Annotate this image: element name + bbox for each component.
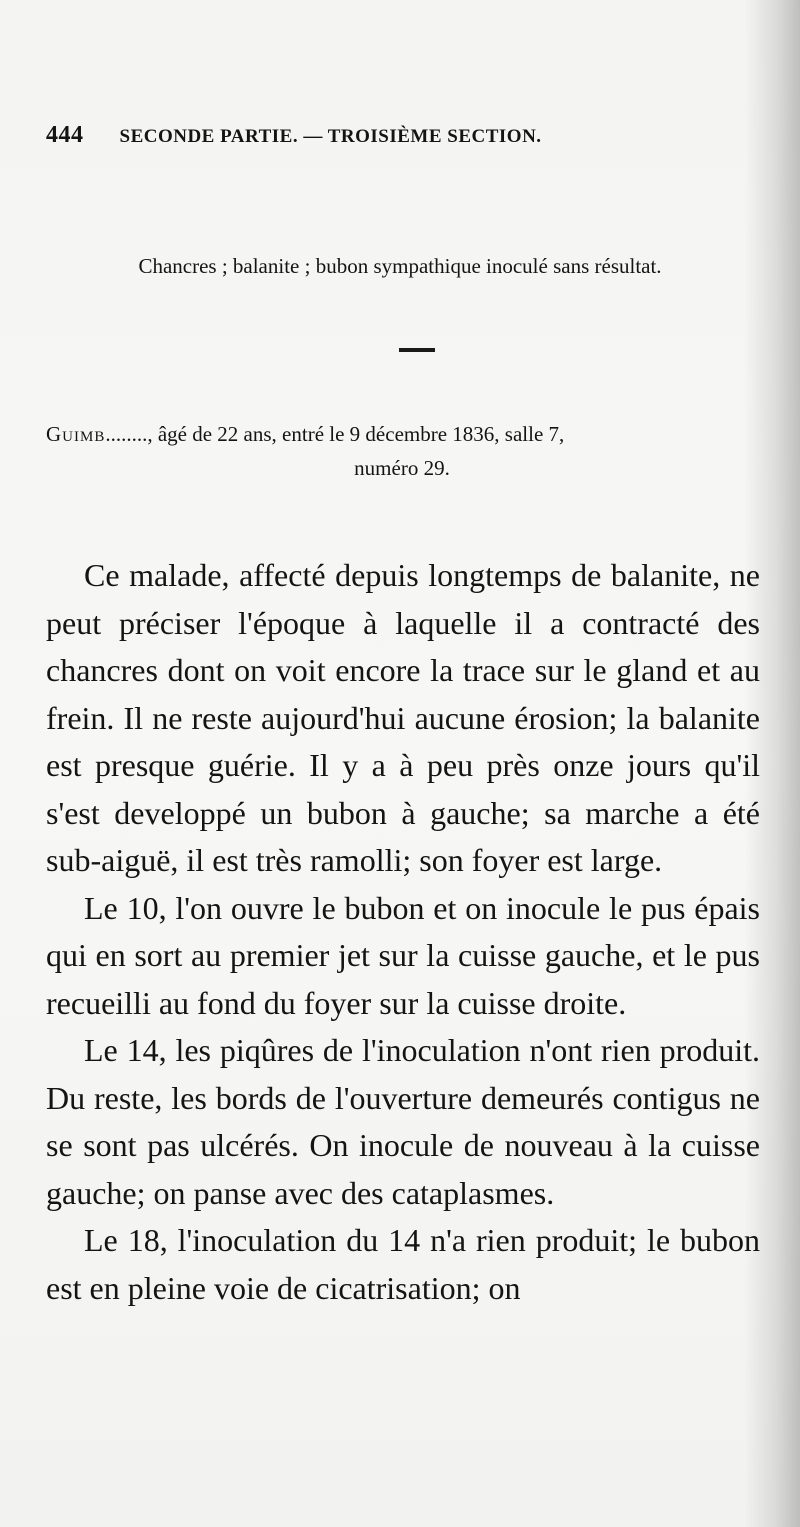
case-subtitle — [0, 254, 800, 279]
patient-name: Guimb — [46, 422, 106, 446]
case-number: numéro 29. — [354, 456, 450, 480]
case-narrative — [46, 552, 760, 1312]
paragraph: Ce malade, affecté depuis longtemps de balanite, ne peut préciser l'époque à laquelle il a contracté des chancres dont on voit encore la trace sur le gland et au frein. Il ne reste aujourd'hui aucune érosion; la balanite est presque guérie. Il y a à peu près onze jours qu'il s'est developpé un bubon à gauche; sa marche a été sub-aiguë, il est très ramolli; son foyer est large. — [46, 557, 760, 878]
case-heading — [46, 417, 758, 485]
paragraph: Le 10, l'on ouvre le bubon et on inocule le pus épais qui en sort au premier jet sur la cuisse gauche, et le pus recueilli au fond du foyer sur la cuisse droite. — [46, 889, 760, 1021]
paragraph: Le 18, l'inoculation du 14 n'a rien produit; le bubon est en pleine voie de cicatrisation; on — [46, 1222, 760, 1306]
case-subtitle-text: Chancres ; balanite ; bubon sympathique inoculé sans résultat. — [138, 254, 662, 278]
section-rule — [399, 348, 435, 352]
case-details: ........, âgé de 22 ans, entré le 9 décembre 1836, salle 7, — [105, 422, 565, 446]
running-title: SECONDE PARTIE. — TROISIÈME SECTION. — [119, 126, 542, 147]
running-header — [46, 122, 686, 149]
paragraph: Le 14, les piqûres de l'inoculation n'ont rien produit. Du reste, les bords de l'ouverture demeurés contigus ne se sont pas ulcérés. On inocule de nouveau à la cuisse gauche; on panse avec des cataplasmes. — [46, 1032, 760, 1211]
page-number: 444 — [46, 122, 84, 148]
